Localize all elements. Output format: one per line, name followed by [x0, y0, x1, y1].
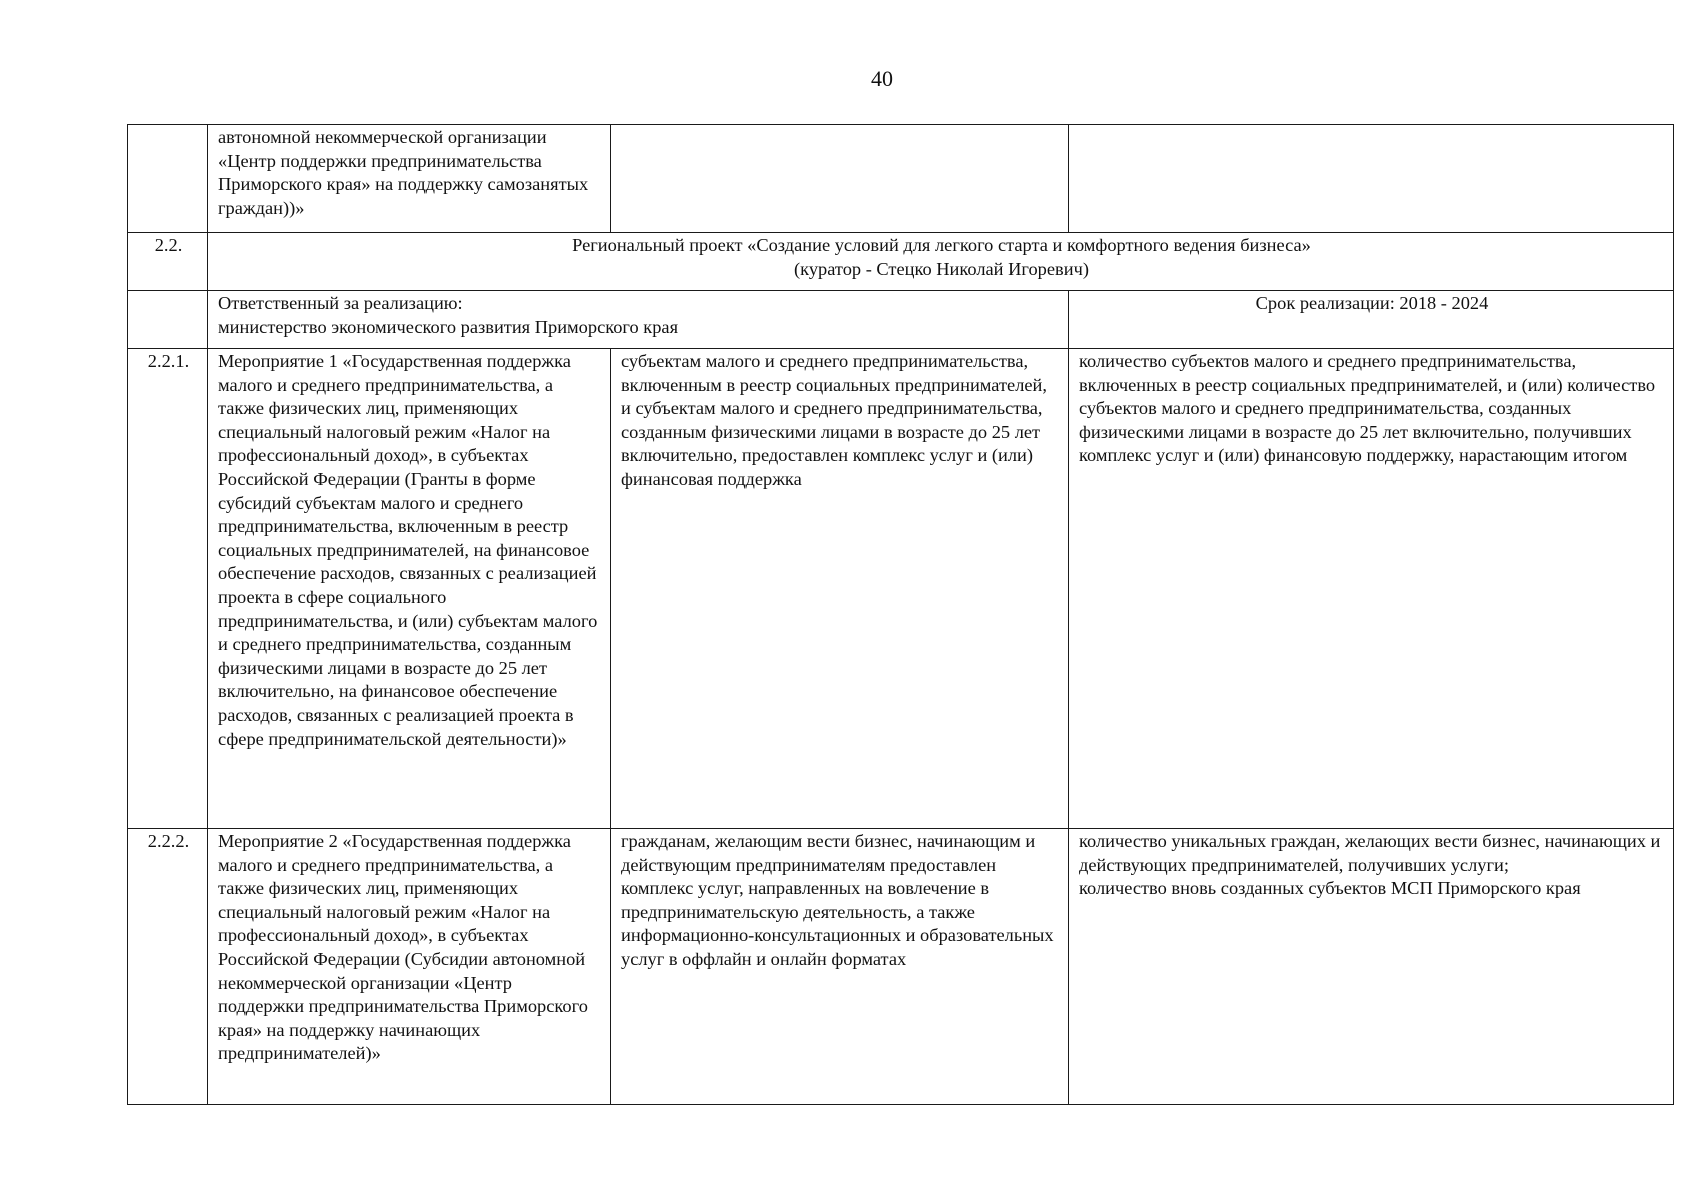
- table-row: [128, 349, 1674, 829]
- table-row: [128, 829, 1674, 1105]
- result-cell: субъектам малого и среднего предпринимательства, включенным в реестр социальных предпринимателей, и субъектам малого и среднего предпринимательства, созданным физическими лицами в возрасте до 25 лет включительно, предоставлен комплекс услуг и (или) финансовая поддержка: [611, 349, 1069, 829]
- project-title-cell: [208, 233, 1674, 291]
- indicator-line: количество вновь созданных субъектов МСП Приморского края: [1079, 878, 1581, 899]
- term-cell: Срок реализации: 2018 - 2024: [1069, 291, 1674, 349]
- event-text: автономной некоммерческой организации «Центр поддержки предпринимательства Приморского края» на поддержку самозанятых граждан))»: [218, 127, 589, 218]
- responsible-row: [128, 291, 1674, 349]
- responsible-label: Ответственный за реализацию:: [218, 293, 463, 313]
- result-cell: [611, 125, 1069, 233]
- responsible-cell: [208, 291, 1069, 349]
- row-number-cell: [128, 125, 208, 233]
- project-curator: (куратор - Стецко Николай Игоревич): [794, 258, 1089, 279]
- page-number: 40: [871, 66, 893, 91]
- event-cell: Мероприятие 1 «Государственная поддержка малого и среднего предпринимательства, а также физических лиц, применяющих специальный налоговый режим «Налог на профессиональный доход», в субъектах Российской Федерации (Гранты в форме субсидий субъектам малого и среднего предпринимательства, включенным в реестр социальных предпринимателей, на финансовое обеспечение расходов, связанных с реализацией проекта в сфере социального предпринимательства, и (или) субъектам малого и среднего предпринимательства, созданным физическими лицами в возрасте до 25 лет включительно, на финансовое обеспечение расходов, связанных с реализацией проекта в сфере предпринимательской деятельности)»: [208, 349, 611, 829]
- result-cell: гражданам, желающим вести бизнес, начинающим и действующим предпринимателям предоставлен комплекс услуг, направленных на вовлечение в предпринимательскую деятельность, а также информационно-консультационных и образовательных услуг в оффлайн и онлайн форматах: [611, 829, 1069, 1105]
- indicator-cell: [1069, 829, 1674, 1105]
- indicator-cell: [1069, 125, 1674, 233]
- event-cell: Мероприятие 2 «Государственная поддержка малого и среднего предпринимательства, а также физических лиц, применяющих специальный налоговый режим «Налог на профессиональный доход», в субъектах Российской Федерации (Субсидии автономной некоммерческой организации «Центр поддержки предпринимательства Приморского края» на поддержку начинающих предпринимателей)»: [208, 829, 611, 1105]
- table-row: [128, 125, 1674, 233]
- responsible-value: министерство экономического развития Приморского края: [218, 316, 679, 337]
- project-number-cell: 2.2.: [128, 233, 208, 291]
- indicator-line: количество уникальных граждан, желающих вести бизнес, начинающих и действующих предпринимателей, получивших услуги;: [1079, 831, 1661, 875]
- project-title: Региональный проект «Создание условий для легкого старта и комфортного ведения бизнеса»: [572, 235, 1311, 255]
- row-number-cell: 2.2.1.: [128, 349, 208, 829]
- empty-number-cell: [128, 291, 208, 349]
- program-table: [127, 124, 1674, 1105]
- indicator-cell: количество субъектов малого и среднего предпринимательства, включенных в реестр социальных предпринимателей, и (или) количество субъектов малого и среднего предпринимательства, созданных физическими лицами в возрасте до 25 лет включительно, получивших комплекс услуг и (или) финансовую поддержку, нарастающим итогом: [1069, 349, 1674, 829]
- project-row: [128, 233, 1674, 291]
- row-number-cell: 2.2.2.: [128, 829, 208, 1105]
- event-cell: [208, 125, 611, 233]
